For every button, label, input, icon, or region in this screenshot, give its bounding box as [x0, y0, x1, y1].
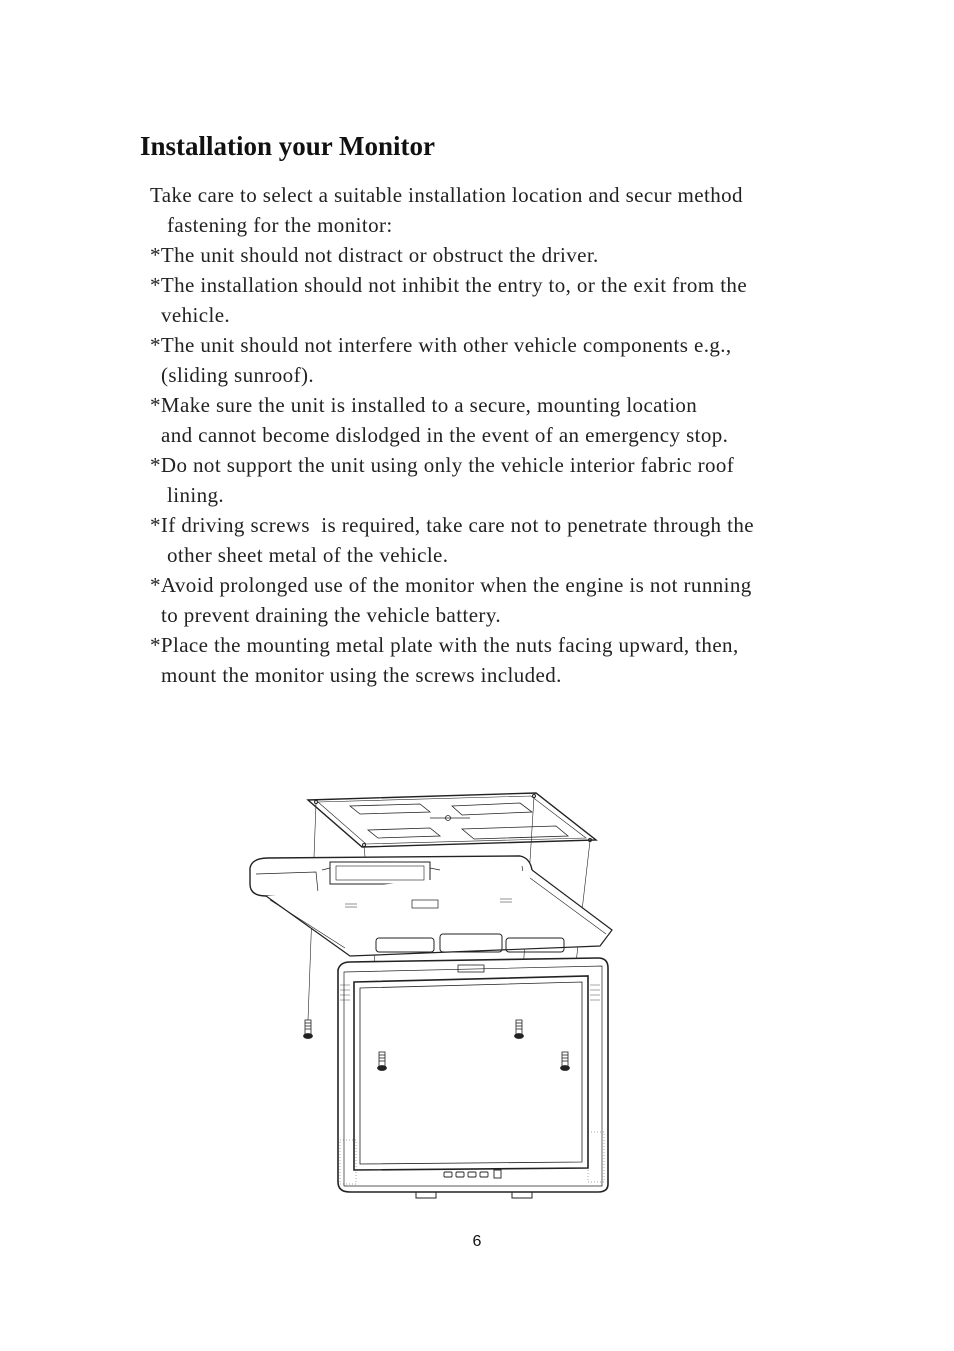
text-line: mount the monitor using the screws included. [161, 663, 562, 687]
text-line: to prevent draining the vehicle battery. [161, 603, 502, 627]
monitor-screen-frame [338, 958, 608, 1198]
page-number: 6 [472, 1233, 482, 1250]
page-title: Installation your Monitor [140, 131, 436, 161]
mounting-plate [308, 793, 596, 847]
bullet-line: *Place the mounting metal plate with the nuts facing upward, then, [150, 633, 739, 657]
bullet-line: *The unit should not distract or obstruct the driver. [150, 243, 599, 267]
text-line: (sliding sunroof). [161, 363, 315, 387]
bullet-line: *The installation should not inhibit the entry to, or the exit from the [150, 273, 748, 297]
monitor-installation-diagram [240, 785, 630, 1205]
text-line: Take care to select a suitable installation location and secur method [150, 183, 743, 207]
bullet-line: *Do not support the unit using only the vehicle interior fabric roof [150, 453, 735, 477]
text-line: other sheet metal of the vehicle. [167, 543, 449, 567]
monitor-housing [250, 856, 612, 956]
text-line: fastening for the monitor: [167, 213, 393, 237]
instruction-text [150, 180, 840, 690]
bullet-line: *The unit should not interfere with other vehicle components e.g., [150, 333, 732, 357]
text-line: lining. [167, 483, 225, 507]
bullet-line: *Make sure the unit is installed to a secure, mounting location [150, 393, 698, 417]
text-line: vehicle. [161, 303, 231, 327]
bullet-line: *If driving screws is required, take care not to penetrate through the [150, 513, 754, 537]
bullet-line: *Avoid prolonged use of the monitor when the engine is not running [150, 573, 752, 597]
text-line: and cannot become dislodged in the event of an emergency stop. [161, 423, 729, 447]
